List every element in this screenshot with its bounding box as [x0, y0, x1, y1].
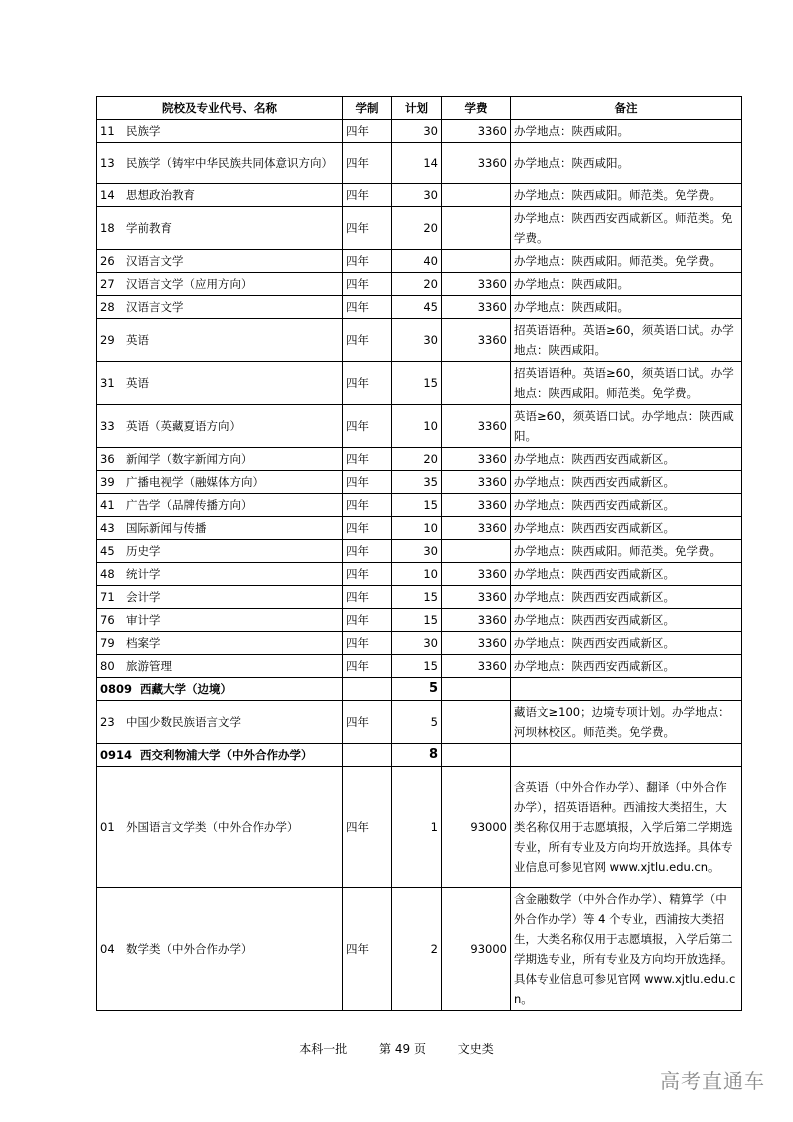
major-fee: 3360 — [442, 120, 511, 143]
page-footer — [0, 1040, 793, 1057]
major-cell — [97, 540, 343, 563]
major-code: 18 — [100, 221, 115, 235]
school-code: 0809 — [100, 682, 133, 696]
major-note: 办学地点：陕西西安西咸新区。 — [511, 655, 742, 678]
major-code: 26 — [100, 254, 115, 268]
major-cell — [97, 888, 343, 1011]
major-code: 14 — [100, 188, 115, 202]
major-name: 旅游管理 — [126, 659, 172, 673]
footer-batch: 本科一批 — [299, 1042, 348, 1056]
major-fee: 3360 — [442, 143, 511, 184]
major-note: 办学地点：陕西西安西咸新区。 — [511, 632, 742, 655]
major-note: 办学地点：陕西咸阳。师范类。免学费。 — [511, 184, 742, 207]
major-name: 外国语言文学类（中外合作办学） — [126, 820, 299, 834]
table-row — [97, 296, 742, 319]
major-code: 31 — [100, 376, 115, 390]
major-cell — [97, 319, 343, 362]
table-row — [97, 632, 742, 655]
major-code: 71 — [100, 590, 115, 604]
school-fee-cell — [442, 678, 511, 701]
major-length: 四年 — [343, 184, 392, 207]
major-name: 广播电视学（融媒体方向） — [126, 475, 264, 489]
major-name: 汉语言文学（应用方向） — [126, 277, 253, 291]
major-code: 11 — [100, 124, 115, 138]
major-fee: 3360 — [442, 319, 511, 362]
major-plan: 5 — [392, 701, 442, 744]
major-code: 43 — [100, 521, 115, 535]
major-name: 统计学 — [126, 567, 161, 581]
major-name: 数学类（中外合作办学） — [126, 942, 253, 956]
major-cell — [97, 586, 343, 609]
major-fee — [442, 184, 511, 207]
major-plan: 15 — [392, 494, 442, 517]
major-fee: 93000 — [442, 767, 511, 888]
major-name: 会计学 — [126, 590, 161, 604]
major-plan: 15 — [392, 655, 442, 678]
school-row — [97, 744, 742, 767]
major-length: 四年 — [343, 207, 392, 250]
major-plan: 15 — [392, 609, 442, 632]
major-fee: 3360 — [442, 273, 511, 296]
major-code: 13 — [100, 156, 115, 170]
major-cell — [97, 632, 343, 655]
major-length: 四年 — [343, 609, 392, 632]
major-plan: 30 — [392, 319, 442, 362]
school-plan-total: 8 — [392, 744, 442, 767]
major-code: 76 — [100, 613, 115, 627]
header-length: 学制 — [343, 97, 392, 120]
school-note-cell — [511, 744, 742, 767]
major-plan: 20 — [392, 207, 442, 250]
table-row — [97, 362, 742, 405]
header-note: 备注 — [511, 97, 742, 120]
major-fee: 3360 — [442, 563, 511, 586]
table-row — [97, 207, 742, 250]
table-row — [97, 184, 742, 207]
major-length: 四年 — [343, 319, 392, 362]
major-length: 四年 — [343, 296, 392, 319]
major-plan: 14 — [392, 143, 442, 184]
major-cell — [97, 207, 343, 250]
major-name: 民族学 — [126, 124, 161, 138]
footer-page-number: 第 49 页 — [379, 1042, 426, 1056]
major-name: 广告学（品牌传播方向） — [126, 498, 253, 512]
header-plan: 计划 — [392, 97, 442, 120]
major-cell — [97, 767, 343, 888]
major-cell — [97, 448, 343, 471]
major-note: 办学地点：陕西咸阳。师范类。免学费。 — [511, 540, 742, 563]
major-code: 33 — [100, 419, 115, 433]
major-length: 四年 — [343, 563, 392, 586]
major-plan: 10 — [392, 405, 442, 448]
major-length: 四年 — [343, 405, 392, 448]
table-header-row — [97, 97, 742, 120]
major-name: 中国少数民族语言文学 — [126, 715, 241, 729]
table-row — [97, 888, 742, 1011]
major-fee: 3360 — [442, 586, 511, 609]
table-row — [97, 540, 742, 563]
major-note: 办学地点：陕西西安西咸新区。 — [511, 471, 742, 494]
major-length: 四年 — [343, 586, 392, 609]
major-plan: 10 — [392, 517, 442, 540]
admission-plan-table — [96, 96, 742, 1011]
major-plan: 30 — [392, 184, 442, 207]
table-row — [97, 609, 742, 632]
major-fee: 3360 — [442, 517, 511, 540]
major-length: 四年 — [343, 701, 392, 744]
major-plan: 20 — [392, 448, 442, 471]
major-plan: 30 — [392, 540, 442, 563]
major-code: 48 — [100, 567, 115, 581]
major-fee — [442, 701, 511, 744]
major-cell — [97, 701, 343, 744]
table-row — [97, 517, 742, 540]
major-length: 四年 — [343, 494, 392, 517]
major-note: 办学地点：陕西咸阳。 — [511, 143, 742, 184]
school-length-cell — [343, 678, 392, 701]
major-name: 汉语言文学 — [126, 300, 184, 314]
major-note: 英语≥60，须英语口试。办学地点：陕西咸阳。 — [511, 405, 742, 448]
major-length: 四年 — [343, 632, 392, 655]
table-row — [97, 701, 742, 744]
major-cell — [97, 494, 343, 517]
major-fee: 3360 — [442, 632, 511, 655]
major-fee — [442, 250, 511, 273]
major-cell — [97, 362, 343, 405]
school-fee-cell — [442, 744, 511, 767]
school-plan-total: 5 — [392, 678, 442, 701]
major-name: 英语 — [126, 333, 149, 347]
major-length: 四年 — [343, 120, 392, 143]
table-body — [97, 120, 742, 1011]
school-note-cell — [511, 678, 742, 701]
major-cell — [97, 250, 343, 273]
school-name-cell — [97, 678, 343, 701]
table-row — [97, 767, 742, 888]
major-note: 办学地点：陕西咸阳。师范类。免学费。 — [511, 250, 742, 273]
major-cell — [97, 471, 343, 494]
table-row — [97, 471, 742, 494]
major-length: 四年 — [343, 655, 392, 678]
major-code: 23 — [100, 715, 115, 729]
major-fee — [442, 207, 511, 250]
table-row — [97, 655, 742, 678]
major-code: 29 — [100, 333, 115, 347]
major-name: 民族学（铸牢中华民族共同体意识方向） — [126, 156, 333, 170]
table-row — [97, 563, 742, 586]
major-code: 36 — [100, 452, 115, 466]
major-length: 四年 — [343, 888, 392, 1011]
major-note: 含英语（中外合作办学）、翻译（中外合作办学），招英语语种。西浦按大类招生，大类名称仅用于志愿填报，入学后第二学期选专业，所有专业及方向均开放选择。具体专业信息可参见官网 www.xjtlu.edu.cn。 — [511, 767, 742, 888]
major-fee: 3360 — [442, 609, 511, 632]
school-name-cell — [97, 744, 343, 767]
major-note: 招英语语种。英语≥60，须英语口试。办学地点：陕西咸阳。 — [511, 319, 742, 362]
major-note: 办学地点：陕西咸阳。 — [511, 120, 742, 143]
header-name: 院校及专业代号、名称 — [97, 97, 343, 120]
major-name: 国际新闻与传播 — [126, 521, 207, 535]
major-fee: 3360 — [442, 405, 511, 448]
major-name: 审计学 — [126, 613, 161, 627]
major-fee — [442, 540, 511, 563]
major-cell — [97, 184, 343, 207]
major-name: 英语 — [126, 376, 149, 390]
major-code: 01 — [100, 820, 115, 834]
major-length: 四年 — [343, 273, 392, 296]
major-name: 英语（英藏夏语方向） — [126, 419, 241, 433]
school-name: 西交利物浦大学（中外合作办学） — [140, 748, 313, 762]
school-name: 西藏大学（边境） — [140, 682, 232, 696]
major-cell — [97, 273, 343, 296]
table-row — [97, 120, 742, 143]
major-code: 45 — [100, 544, 115, 558]
major-note: 含金融数学（中外合作办学）、精算学（中外合作办学）等 4 个专业，西浦按大类招生，大类名称仅用于志愿填报，入学后第二学期选专业，所有专业及方向均开放选择。具体专业信息可参见官网 www.xjtlu.edu.cn。 — [511, 888, 742, 1011]
major-note: 办学地点：陕西西安西咸新区。 — [511, 494, 742, 517]
footer-category: 文史类 — [457, 1042, 494, 1056]
major-plan: 20 — [392, 273, 442, 296]
major-code: 39 — [100, 475, 115, 489]
major-note: 办学地点：陕西西安西咸新区。师范类。免学费。 — [511, 207, 742, 250]
major-cell — [97, 609, 343, 632]
major-plan: 1 — [392, 767, 442, 888]
major-name: 档案学 — [126, 636, 161, 650]
school-row — [97, 678, 742, 701]
table-row — [97, 143, 742, 184]
major-length: 四年 — [343, 448, 392, 471]
table-row — [97, 494, 742, 517]
major-length: 四年 — [343, 540, 392, 563]
major-note: 招英语语种。英语≥60，须英语口试。办学地点：陕西咸阳。师范类。免学费。 — [511, 362, 742, 405]
major-note: 办学地点：陕西西安西咸新区。 — [511, 448, 742, 471]
major-length: 四年 — [343, 143, 392, 184]
major-plan: 35 — [392, 471, 442, 494]
major-note: 藏语文≥100；边境专项计划。办学地点：河坝林校区。师范类。免学费。 — [511, 701, 742, 744]
major-length: 四年 — [343, 250, 392, 273]
major-plan: 2 — [392, 888, 442, 1011]
table-row — [97, 319, 742, 362]
major-plan: 10 — [392, 563, 442, 586]
major-cell — [97, 296, 343, 319]
major-cell — [97, 655, 343, 678]
major-plan: 30 — [392, 120, 442, 143]
table-row — [97, 405, 742, 448]
major-name: 历史学 — [126, 544, 161, 558]
major-note: 办学地点：陕西咸阳。 — [511, 273, 742, 296]
table-row — [97, 250, 742, 273]
major-length: 四年 — [343, 362, 392, 405]
major-cell — [97, 563, 343, 586]
major-code: 41 — [100, 498, 115, 512]
major-fee — [442, 362, 511, 405]
major-plan: 45 — [392, 296, 442, 319]
major-length: 四年 — [343, 767, 392, 888]
major-code: 79 — [100, 636, 115, 650]
major-length: 四年 — [343, 517, 392, 540]
major-plan: 15 — [392, 362, 442, 405]
major-name: 思想政治教育 — [126, 188, 195, 202]
table-row — [97, 586, 742, 609]
major-cell — [97, 517, 343, 540]
table-row — [97, 273, 742, 296]
major-name: 学前教育 — [126, 221, 172, 235]
major-cell — [97, 120, 343, 143]
table-row — [97, 448, 742, 471]
major-code: 80 — [100, 659, 115, 673]
major-length: 四年 — [343, 471, 392, 494]
major-code: 04 — [100, 942, 115, 956]
major-plan: 40 — [392, 250, 442, 273]
major-name: 汉语言文学 — [126, 254, 184, 268]
major-fee: 93000 — [442, 888, 511, 1011]
major-fee: 3360 — [442, 494, 511, 517]
major-code: 28 — [100, 300, 115, 314]
school-length-cell — [343, 744, 392, 767]
major-cell — [97, 405, 343, 448]
major-cell — [97, 143, 343, 184]
major-note: 办学地点：陕西西安西咸新区。 — [511, 517, 742, 540]
major-note: 办学地点：陕西西安西咸新区。 — [511, 609, 742, 632]
header-fee: 学费 — [442, 97, 511, 120]
major-note: 办学地点：陕西西安西咸新区。 — [511, 586, 742, 609]
major-note: 办学地点：陕西咸阳。 — [511, 296, 742, 319]
major-fee: 3360 — [442, 448, 511, 471]
major-plan: 15 — [392, 586, 442, 609]
major-code: 27 — [100, 277, 115, 291]
major-plan: 30 — [392, 632, 442, 655]
major-fee: 3360 — [442, 655, 511, 678]
school-code: 0914 — [100, 748, 133, 762]
major-name: 新闻学（数字新闻方向） — [126, 452, 253, 466]
major-fee: 3360 — [442, 296, 511, 319]
watermark: 高考直通车 — [660, 1069, 765, 1093]
major-fee: 3360 — [442, 471, 511, 494]
major-note: 办学地点：陕西西安西咸新区。 — [511, 563, 742, 586]
